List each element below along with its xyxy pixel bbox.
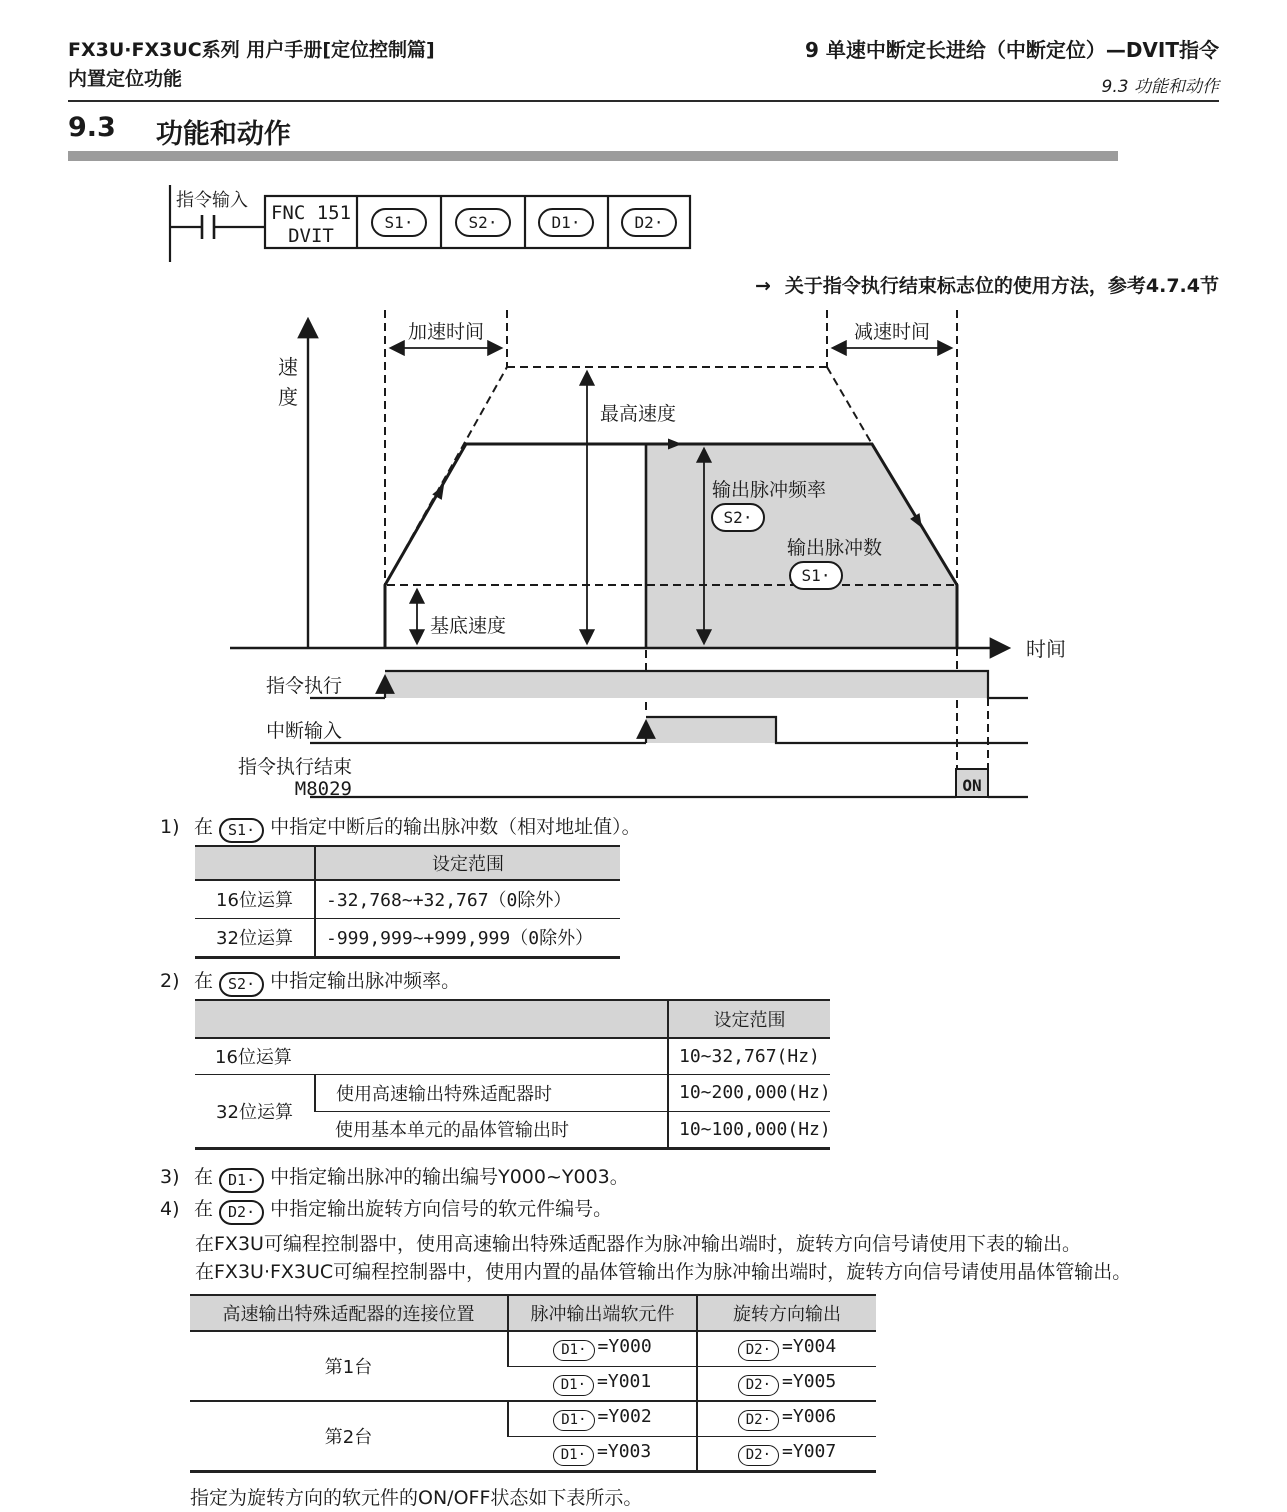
x-axis-label: 时间 — [1026, 637, 1066, 661]
interrupt-high-band — [646, 717, 776, 743]
t3-r4-dir-value: =Y007 — [782, 1440, 837, 1462]
s1-setting-range-table — [195, 845, 620, 959]
t1-row2-value: -999,999~+999,999（0除外） — [315, 918, 620, 957]
item4-text: 中指定输出旋转方向信号的软元件编号。 — [270, 1198, 613, 1220]
signal-exec-label: 指令执行 — [265, 675, 342, 697]
operand-s1: S1· — [384, 213, 414, 232]
section-gray-bar — [68, 151, 1118, 161]
fnc-name: DVIT — [288, 225, 334, 247]
list-item-4 — [160, 1194, 612, 1225]
t3-unit1-label: 第1台 — [190, 1331, 508, 1401]
pulse-freq-operand: S2· — [723, 508, 753, 527]
d1-pill: D1· — [553, 1375, 594, 1396]
t3-header-position: 高速输出特殊适配器的连接位置 — [190, 1295, 508, 1331]
table-row — [190, 1401, 876, 1436]
reference-text: 关于指令执行结束标志位的使用方法，参考4.7.4节 — [784, 275, 1219, 297]
t3-r4-dir — [697, 1436, 876, 1471]
t2-32bit-transistor-desc: 使用基本单元的晶体管输出时 — [315, 1111, 668, 1148]
t3-r4-pulse-value: =Y003 — [597, 1440, 652, 1462]
t2-32bit-transistor-value: 10~100,000(Hz) — [668, 1111, 830, 1148]
pulse-count-label: 输出脉冲数 — [787, 537, 883, 559]
t1-header-range: 设定范围 — [315, 846, 620, 880]
section-breadcrumb: 9.3 功能和动作 — [1101, 77, 1219, 97]
t2-32bit-adapter-value: 10~200,000(Hz) — [668, 1074, 830, 1111]
t3-r1-pulse-value: =Y000 — [597, 1336, 652, 1358]
item4-paragraph-2: 在FX3U·FX3UC可编程控制器中，使用内置的晶体管输出作为脉冲输出端时，旋转方向信号请使用晶体管输出。 — [195, 1261, 1132, 1283]
item4-paragraph-1: 在FX3U可编程控制器中，使用高速输出特殊适配器作为脉冲输出端时，旋转方向信号请使用下表的输出。 — [195, 1233, 1081, 1255]
t3-r1-pulse — [508, 1331, 697, 1366]
item4-operand-pill: D2· — [219, 1200, 264, 1225]
ladder-diagram — [160, 182, 740, 272]
t3-r4-pulse — [508, 1436, 697, 1471]
t2-16bit-value: 10~32,767(Hz) — [668, 1038, 830, 1074]
section-heading — [68, 112, 291, 151]
item2-number: 2) — [160, 970, 180, 992]
t3-unit2-label: 第2台 — [190, 1401, 508, 1471]
t3-header-direction: 旋转方向输出 — [697, 1295, 876, 1331]
velocity-profile-chart — [150, 300, 1150, 815]
item2-text: 中指定输出脉冲频率。 — [270, 970, 461, 992]
reference-arrow-icon: → — [754, 275, 771, 297]
item1-pre: 在 — [194, 816, 214, 838]
t3-r3-dir-value: =Y006 — [782, 1406, 837, 1428]
t3-r3-pulse — [508, 1401, 697, 1436]
list-item-3 — [160, 1162, 629, 1193]
t2-header-blank — [195, 1000, 668, 1038]
signal-end-label: 指令执行结束 — [237, 756, 352, 778]
base-speed-label: 基底速度 — [430, 615, 507, 637]
operand-d2: D2· — [634, 213, 664, 232]
t3-header-pulse-device: 脉冲输出端软元件 — [508, 1295, 697, 1331]
table-row — [195, 918, 620, 957]
header-left — [68, 36, 435, 94]
t3-r2-dir — [697, 1366, 876, 1401]
t2-header-range: 设定范围 — [668, 1000, 830, 1038]
t3-r2-pulse — [508, 1366, 697, 1401]
d2-pill: D2· — [738, 1445, 779, 1466]
signal-interrupt-label: 中断输入 — [265, 720, 342, 742]
t3-r3-dir — [697, 1401, 876, 1436]
item4-number: 4) — [160, 1198, 180, 1220]
table-row — [195, 1038, 830, 1074]
t2-16bit-label: 16位运算 — [195, 1038, 668, 1074]
reference-note — [755, 271, 1219, 298]
chapter-title: 9 单速中断定长进给（中断定位）—DVIT指令 — [804, 38, 1219, 62]
ladder-input-label: 指令输入 — [176, 190, 248, 211]
t1-row1-value: -32,768~+32,767（0除外） — [315, 880, 620, 918]
manual-title: FX3U·FX3UC系列 用户手册[定位控制篇] — [68, 39, 435, 61]
item3-operand-pill: D1· — [219, 1168, 264, 1193]
t3-r2-pulse-value: =Y001 — [597, 1370, 652, 1392]
fnc-number: FNC 151 — [270, 202, 352, 224]
t2-32bit-label: 32位运算 — [195, 1074, 315, 1148]
max-speed-label: 最高速度 — [600, 403, 677, 425]
t3-r1-dir — [697, 1331, 876, 1366]
table-row — [195, 1074, 830, 1111]
list-item-1 — [160, 812, 641, 843]
t2-32bit-adapter-desc: 使用高速输出特殊适配器时 — [315, 1074, 668, 1111]
exec-high-band — [385, 671, 988, 698]
y-axis-label-2: 度 — [278, 385, 298, 409]
t3-r1-dir-value: =Y004 — [782, 1336, 837, 1358]
operand-d1: D1· — [551, 213, 581, 232]
section-number: 9.3 — [68, 112, 116, 143]
manual-subtitle: 内置定位功能 — [68, 68, 183, 90]
decel-time-label: 减速时间 — [853, 321, 931, 343]
table-row — [195, 880, 620, 918]
item1-text: 中指定中断后的输出脉冲数（相对地址值）。 — [270, 816, 641, 838]
footer-note: 指定为旋转方向的软元件的ON/OFF状态如下表所示。 — [190, 1487, 643, 1509]
d1-pill: D1· — [553, 1410, 594, 1431]
pulse-freq-label: 输出脉冲频率 — [712, 479, 827, 501]
section-title: 功能和动作 — [155, 119, 291, 150]
d2-pill: D2· — [738, 1340, 779, 1361]
item3-number: 3) — [160, 1166, 180, 1188]
operand-s2: S2· — [468, 213, 498, 232]
accel-time-label: 加速时间 — [407, 321, 485, 343]
header-divider — [68, 100, 1219, 102]
header-right — [805, 34, 1219, 97]
signal-m8029-label: M8029 — [294, 778, 352, 800]
t1-row1-label: 16位运算 — [195, 880, 315, 918]
y-axis-label-1: 速 — [278, 355, 298, 379]
list-item-2 — [160, 966, 460, 997]
item2-pre: 在 — [194, 970, 214, 992]
adapter-output-table — [190, 1294, 876, 1473]
pulse-count-operand: S1· — [801, 566, 831, 585]
item1-number: 1) — [160, 816, 180, 838]
on-badge: ON — [962, 776, 982, 795]
d2-pill: D2· — [738, 1410, 779, 1431]
t1-row2-label: 32位运算 — [195, 918, 315, 957]
t1-header-blank — [195, 846, 315, 880]
item3-pre: 在 — [194, 1166, 214, 1188]
t3-r3-pulse-value: =Y002 — [597, 1406, 652, 1428]
d2-pill: D2· — [738, 1375, 779, 1396]
d1-pill: D1· — [553, 1445, 594, 1466]
item2-operand-pill: S2· — [219, 972, 264, 997]
item3-text: 中指定输出脉冲的输出编号Y000~Y003。 — [270, 1166, 629, 1188]
ladder-lines — [170, 185, 690, 262]
d1-pill: D1· — [553, 1340, 594, 1361]
t3-r2-dir-value: =Y005 — [782, 1370, 837, 1392]
item4-pre: 在 — [194, 1198, 214, 1220]
timing-diagram — [238, 671, 1028, 800]
s2-setting-range-table — [195, 999, 830, 1150]
item1-operand-pill: S1· — [219, 818, 264, 843]
table-row — [190, 1331, 876, 1366]
